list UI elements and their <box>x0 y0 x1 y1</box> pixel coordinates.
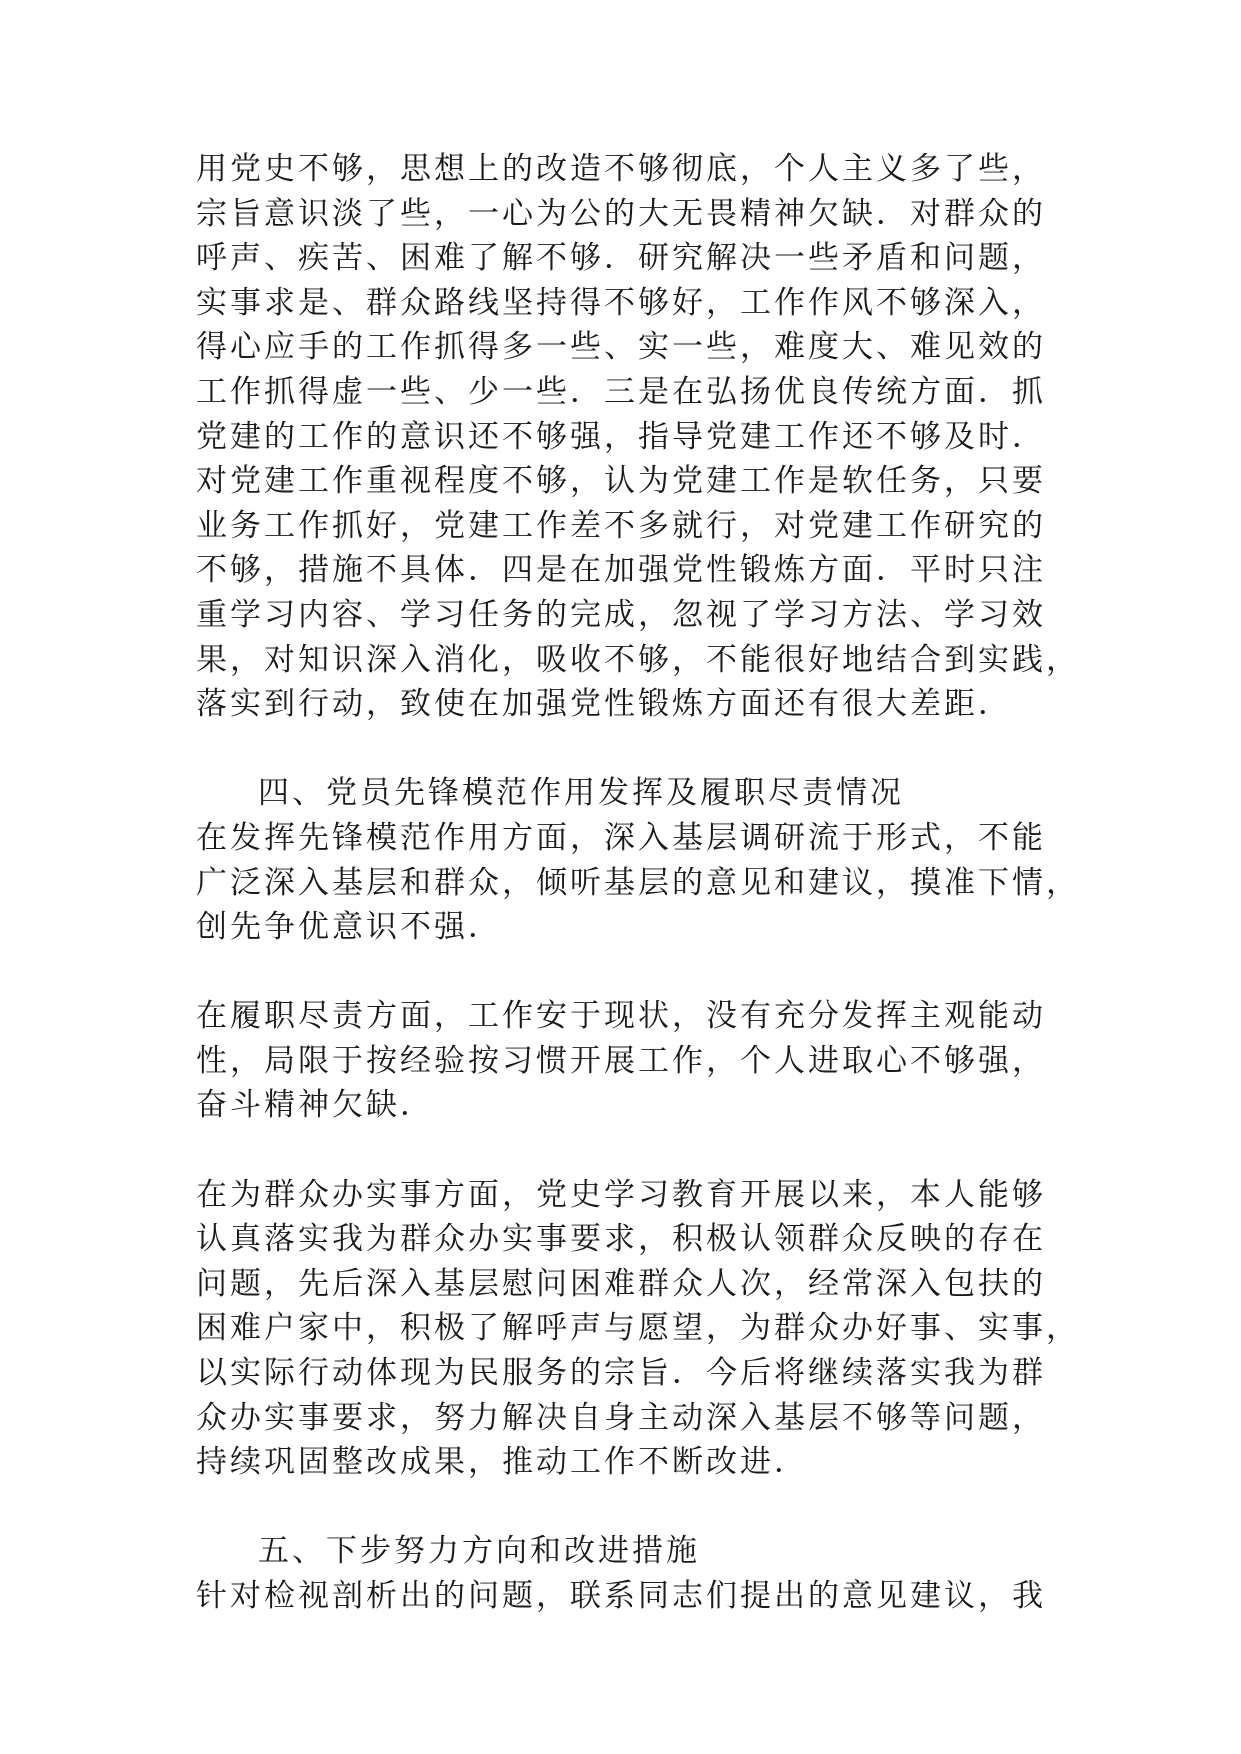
text-line: 创先争优意识不强． <box>196 909 502 946</box>
section-5-paragraph-a <box>196 1574 1076 1619</box>
text-line: 呼声、疾苦、困难了解不够．研究解决一些矛盾和问题， <box>196 240 1046 277</box>
text-line: 党建的工作的意识还不够强，指导党建工作还不够及时． <box>196 418 1046 455</box>
paragraph-1 <box>196 147 1080 727</box>
text-line: 宗旨意识淡了些，一心为公的大无畏精神欠缺．对群众的 <box>196 195 1046 232</box>
paragraph-spacer <box>196 1485 1076 1530</box>
text-line: 认真落实我为群众办实事要求，积极认领群众反映的存在 <box>196 1221 1046 1258</box>
paragraph-spacer <box>196 727 1076 772</box>
text-line: 针对检视剖析出的问题，联系同志们提出的意见建议，我 <box>196 1578 1046 1614</box>
text-line: 在履职尽责方面，工作安于现状，没有充分发挥主观能动 <box>196 998 1046 1035</box>
text-line: 工作抓得虚一些、少一些．三是在弘扬优良传统方面．抓 <box>196 373 1046 410</box>
text-line: 对党建工作重视程度不够，认为党建工作是软任务，只要 <box>196 463 1046 500</box>
text-line: 落实到行动，致使在加强党性锻炼方面还有很大差距． <box>196 686 1012 723</box>
text-line: 问题，先后深入基层慰问困难群众人次，经常深入包扶的 <box>196 1265 1046 1302</box>
text-line: 得心应手的工作抓得多一些、实一些，难度大、难见效的 <box>196 329 1046 366</box>
text-line: 困难户家中，积极了解呼声与愿望，为群众办好事、实事， <box>196 1310 1080 1347</box>
text-line: 以实际行动体现为民服务的宗旨．今后将继续落实我为群 <box>196 1355 1046 1392</box>
section-5-heading: 五、下步努力方向和改进措施 <box>258 1533 700 1570</box>
text-line: 用党史不够，思想上的改造不够彻底，个人主义多了些， <box>196 151 1046 187</box>
section-4-paragraph-b <box>196 994 1076 1128</box>
paragraph-spacer <box>196 1128 1076 1173</box>
text-line: 重学习内容、学习任务的完成，忽视了学习方法、学习效 <box>196 596 1046 633</box>
text-line: 性，局限于按经验按习惯开展工作，个人进取心不够强， <box>196 1042 1046 1079</box>
text-line: 众办实事要求，努力解决自身主动深入基层不够等问题， <box>196 1399 1046 1436</box>
section-4-paragraph-c <box>196 1173 1080 1485</box>
text-line: 持续巩固整改成果，推动工作不断改进． <box>196 1444 808 1481</box>
text-line: 奋斗精神欠缺． <box>196 1087 434 1124</box>
text-line: 在为群众办实事方面，党史学习教育开展以来，本人能够 <box>196 1176 1046 1213</box>
text-line: 不够，措施不具体．四是在加强党性锻炼方面．平时只注 <box>196 552 1046 589</box>
text-line: 在发挥先锋模范作用方面，深入基层调研流于形式，不能 <box>196 819 1046 856</box>
text-line: 业务工作抓好，党建工作差不多就行，对党建工作研究的 <box>196 507 1046 544</box>
text-line: 实事求是、群众路线坚持得不够好，工作作风不够深入， <box>196 284 1046 321</box>
section-4-heading: 四、党员先锋模范作用发挥及履职尽责情况 <box>258 775 904 812</box>
section-4-paragraph-a <box>196 816 1080 950</box>
text-line: 广泛深入基层和群众，倾听基层的意见和建议，摸准下情， <box>196 864 1080 901</box>
text-line: 果，对知识深入消化，吸收不够，不能很好地结合到实践， <box>196 641 1080 678</box>
document-body <box>196 147 1080 1619</box>
paragraph-spacer <box>196 950 1076 995</box>
